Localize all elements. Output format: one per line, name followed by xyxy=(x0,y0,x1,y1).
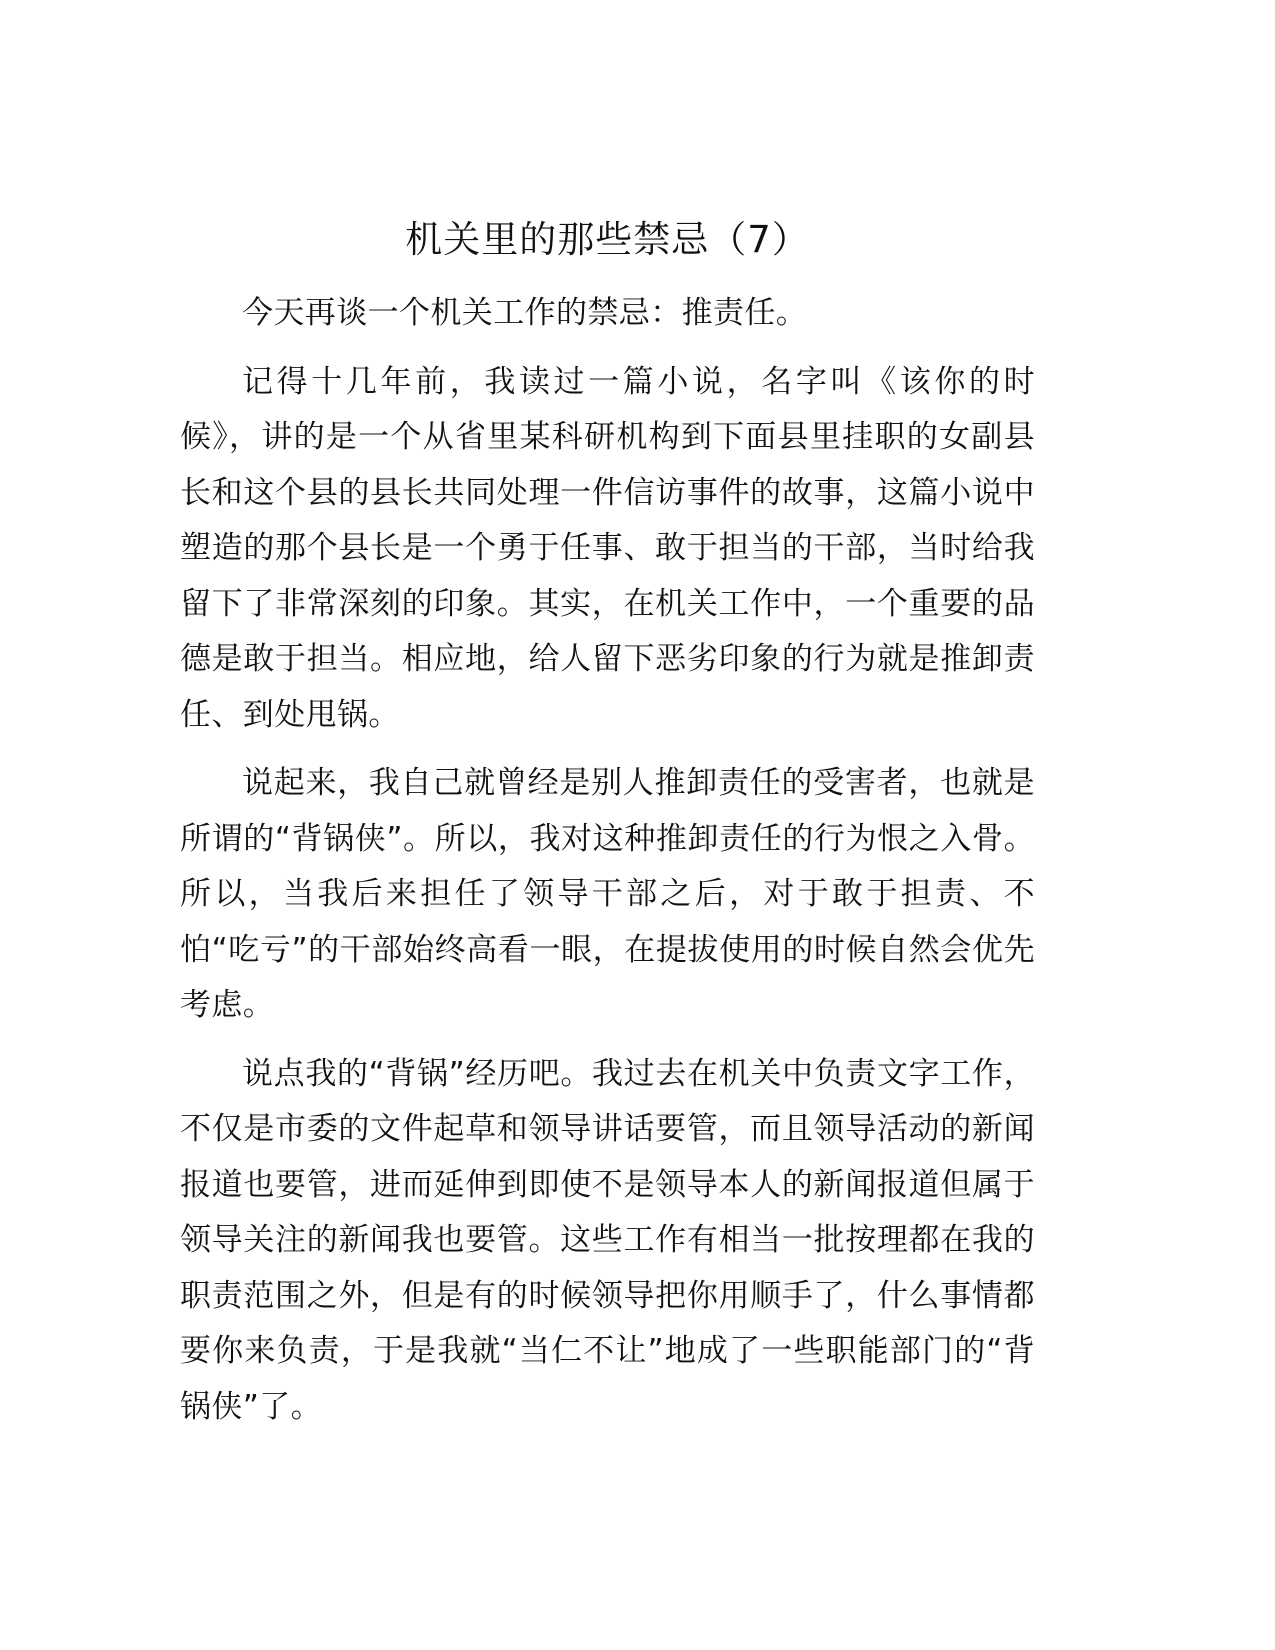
document-body xyxy=(180,286,1035,1448)
paragraph-2: 记得十几年前，我读过一篇小说，名字叫《该你的时候》，讲的是一个从省里某科研机构到下面县里挂职的女副县长和这个县的县长共同处理一件信访事件的故事，这篇小说中塑造的那个县长是一个勇于任事、敢于担当的干部，当时给我留下了非常深刻的印象。其实，在机关工作中，一个重要的品德是敢于担当。相应地，给人留下恶劣印象的行为就是推卸责任、到处甩锅。 xyxy=(180,363,1035,733)
paragraph-3: 说起来，我自己就曾经是别人推卸责任的受害者，也就是所谓的“背锅侠”。所以，我对这种推卸责任的行为恨之入骨。所以，当我后来担任了领导干部之后，对于敢于担责、不怕“吃亏”的干部始终高看一眼，在提拔使用的时候自然会优先考虑。 xyxy=(180,765,1035,1023)
paragraph-4: 说点我的“背锅”经历吧。我过去在机关中负责文字工作，不仅是市委的文件起草和领导讲话要管，而且领导活动的新闻报道也要管，进而延伸到即使不是领导本人的新闻报道但属于领导关注的新闻我也要管。这些工作有相当一批按理都在我的职责范围之外，但是有的时候领导把你用顺手了，什么事情都要你来负责，于是我就“当仁不让”地成了一些职能部门的“背锅侠”了。 xyxy=(180,1055,1035,1425)
document-title: 机关里的那些禁忌（7） xyxy=(405,218,810,261)
paragraph-1: 今天再谈一个机关工作的禁忌：推责任。 xyxy=(242,295,808,331)
